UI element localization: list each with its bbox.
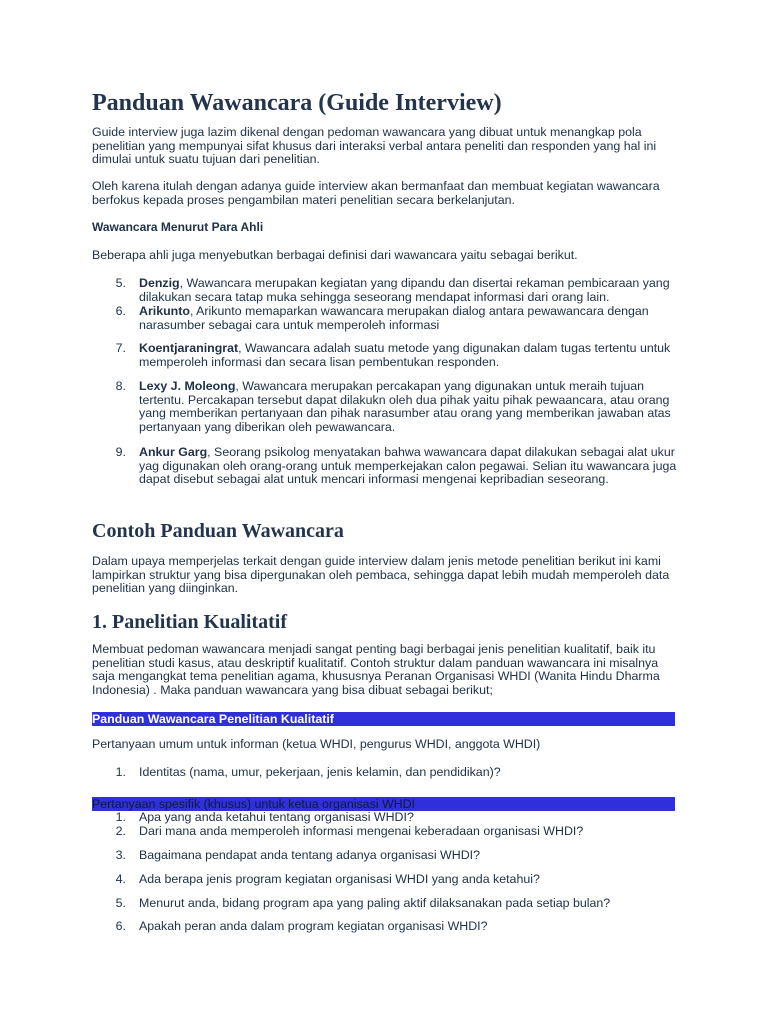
- list-number: 1.: [115, 810, 126, 824]
- list-number: 9.: [115, 445, 126, 459]
- expert-definition: , Wawancara merupakan percakapan yang digunakan untuk meraih tujuan tertentu. Percakapan tersebut dapat dilakukn oleh dua pihak yaitu pihak pewaancara, atau orang yang memberikan pertanyaan dan pihak narasumber atau orang yang memberikan jawaban atas pertanyaan yang diberikan oleh pewawancara.: [139, 379, 671, 434]
- expert-name: Ankur Garg: [139, 445, 208, 459]
- intro-paragraph-1: Guide interview juga lazim dikenal dengan pedoman wawancara yang dibuat untuk menangkap pola penelitian yang mempunyai sifat khusus dari interaksi verbal antara peneliti dan responden yang hal ini dimulai untuk suatu tujuan dari penelitian.: [92, 125, 657, 167]
- expert-name: Arikunto: [139, 304, 190, 318]
- list-text: [139, 380, 679, 434]
- highlight-heading-panduan: Panduan Wawancara Penelitian Kualitatif: [92, 712, 675, 726]
- list-number: 7.: [115, 341, 126, 355]
- list-text: Menurut anda, bidang program apa yang paling aktif dilaksanakan pada setiap bulan?: [139, 896, 611, 910]
- experts-intro: Beberapa ahli juga menyebutkan berbagai definisi dari wawancara yaitu sebagai berikut.: [92, 248, 578, 262]
- list-number: 6.: [115, 919, 126, 933]
- intro-paragraph-2: Oleh karena itulah dengan adanya guide interview akan bermanfaat dan membuat kegiatan wawancara berfokus kepada proses pengambilan materi penelitian secara berkelanjutan.: [92, 179, 660, 207]
- list-text: Bagaimana pendapat anda tentang adanya organisasi WHDI?: [139, 848, 480, 862]
- list-number: 1.: [115, 765, 126, 779]
- general-questions-intro: Pertanyaan umum untuk informan (ketua WHDI, pengurus WHDI, anggota WHDI): [92, 737, 541, 751]
- section-title-contoh: Contoh Panduan Wawancara: [92, 520, 344, 542]
- highlight-heading-spesifik: Pertanyaan spesifik (khusus) untuk ketua organisasi WHDI: [92, 797, 675, 811]
- list-number: 8.: [115, 379, 126, 393]
- expert-definition: , Arikunto memaparkan wawancara merupakan dialog antara pewawancara dengan narasumber sebagai cara untuk memperoleh informasi: [139, 304, 649, 332]
- list-text: Ada berapa jenis program kegiatan organisasi WHDI yang anda ketahui?: [139, 872, 540, 886]
- list-number: 5.: [115, 896, 126, 910]
- list-text: [139, 277, 679, 304]
- list-text: Apakah peran anda dalam program kegiatan organisasi WHDI?: [139, 919, 488, 933]
- section2-paragraph: Dalam upaya memperjelas terkait dengan guide interview dalam jenis metode penelitian berikut ini kami lampirkan struktur yang bisa dipergunakan oleh pembaca, sehingga dapat lebih mudah memperoleh data penelitian yang diinginkan.: [92, 554, 670, 596]
- list-text: [139, 342, 679, 369]
- list-text: [139, 305, 679, 332]
- expert-definition: , Seorang psikolog menyatakan bahwa wawancara dapat dilakukan sebagai alat ukur yag digunakan oleh orang-orang untuk memperkejakan calon pegawai. Selian itu wawancara juga dapat disebut sebagai alat untuk mencari informasi mengenai kepribadian seseorang.: [139, 445, 677, 487]
- list-number: 3.: [115, 848, 126, 862]
- list-number: 2.: [115, 824, 126, 838]
- list-text: Identitas (nama, umur, pekerjaan, jenis kelamin, dan pendidikan)?: [139, 765, 501, 779]
- list-number: 6.: [115, 304, 126, 318]
- subsection-title-kualitatif: 1. Panelitian Kualitatif: [92, 611, 287, 633]
- list-number: 4.: [115, 872, 126, 886]
- list-number: 5.: [115, 276, 126, 290]
- page-title: Panduan Wawancara (Guide Interview): [92, 90, 502, 116]
- expert-name: Koentjaraningrat: [139, 341, 239, 355]
- list-text: [139, 446, 679, 487]
- list-text: Apa yang anda ketahui tentang organisasi WHDI?: [139, 810, 414, 824]
- subsection1-paragraph: Membuat pedoman wawancara menjadi sangat penting bagi berbagai jenis penelitian kualitatif, baik itu penelitian studi kasus, atau deskriptif kualitatif. Contoh struktur dalam panduan wawancara ini misalnya saja mengangkat tema penelitian agama, khususnya Peranan Organisasi WHDI (Wanita Hindu Dharma Indonesia) . Maka panduan wawancara yang bisa dibuat sebagai berikut;: [92, 642, 660, 697]
- expert-name: Lexy J. Moleong: [139, 379, 236, 393]
- expert-name: Denzig: [139, 276, 180, 290]
- expert-definition: , Wawancara adalah suatu metode yang digunakan dalam tugas tertentu untuk memperoleh informasi dan secara lisan pembentukan responden.: [139, 341, 671, 369]
- expert-definition: , Wawancara merupakan kegiatan yang dipandu dan disertai rekaman pembicaraan yang dilakukan secara tatap muka sehingga seseorang mendapat informasi dari orang lain.: [139, 276, 670, 304]
- experts-heading: Wawancara Menurut Para Ahli: [92, 220, 264, 234]
- list-text: Dari mana anda memperoleh informasi mengenai keberadaan organisasi WHDI?: [139, 824, 584, 838]
